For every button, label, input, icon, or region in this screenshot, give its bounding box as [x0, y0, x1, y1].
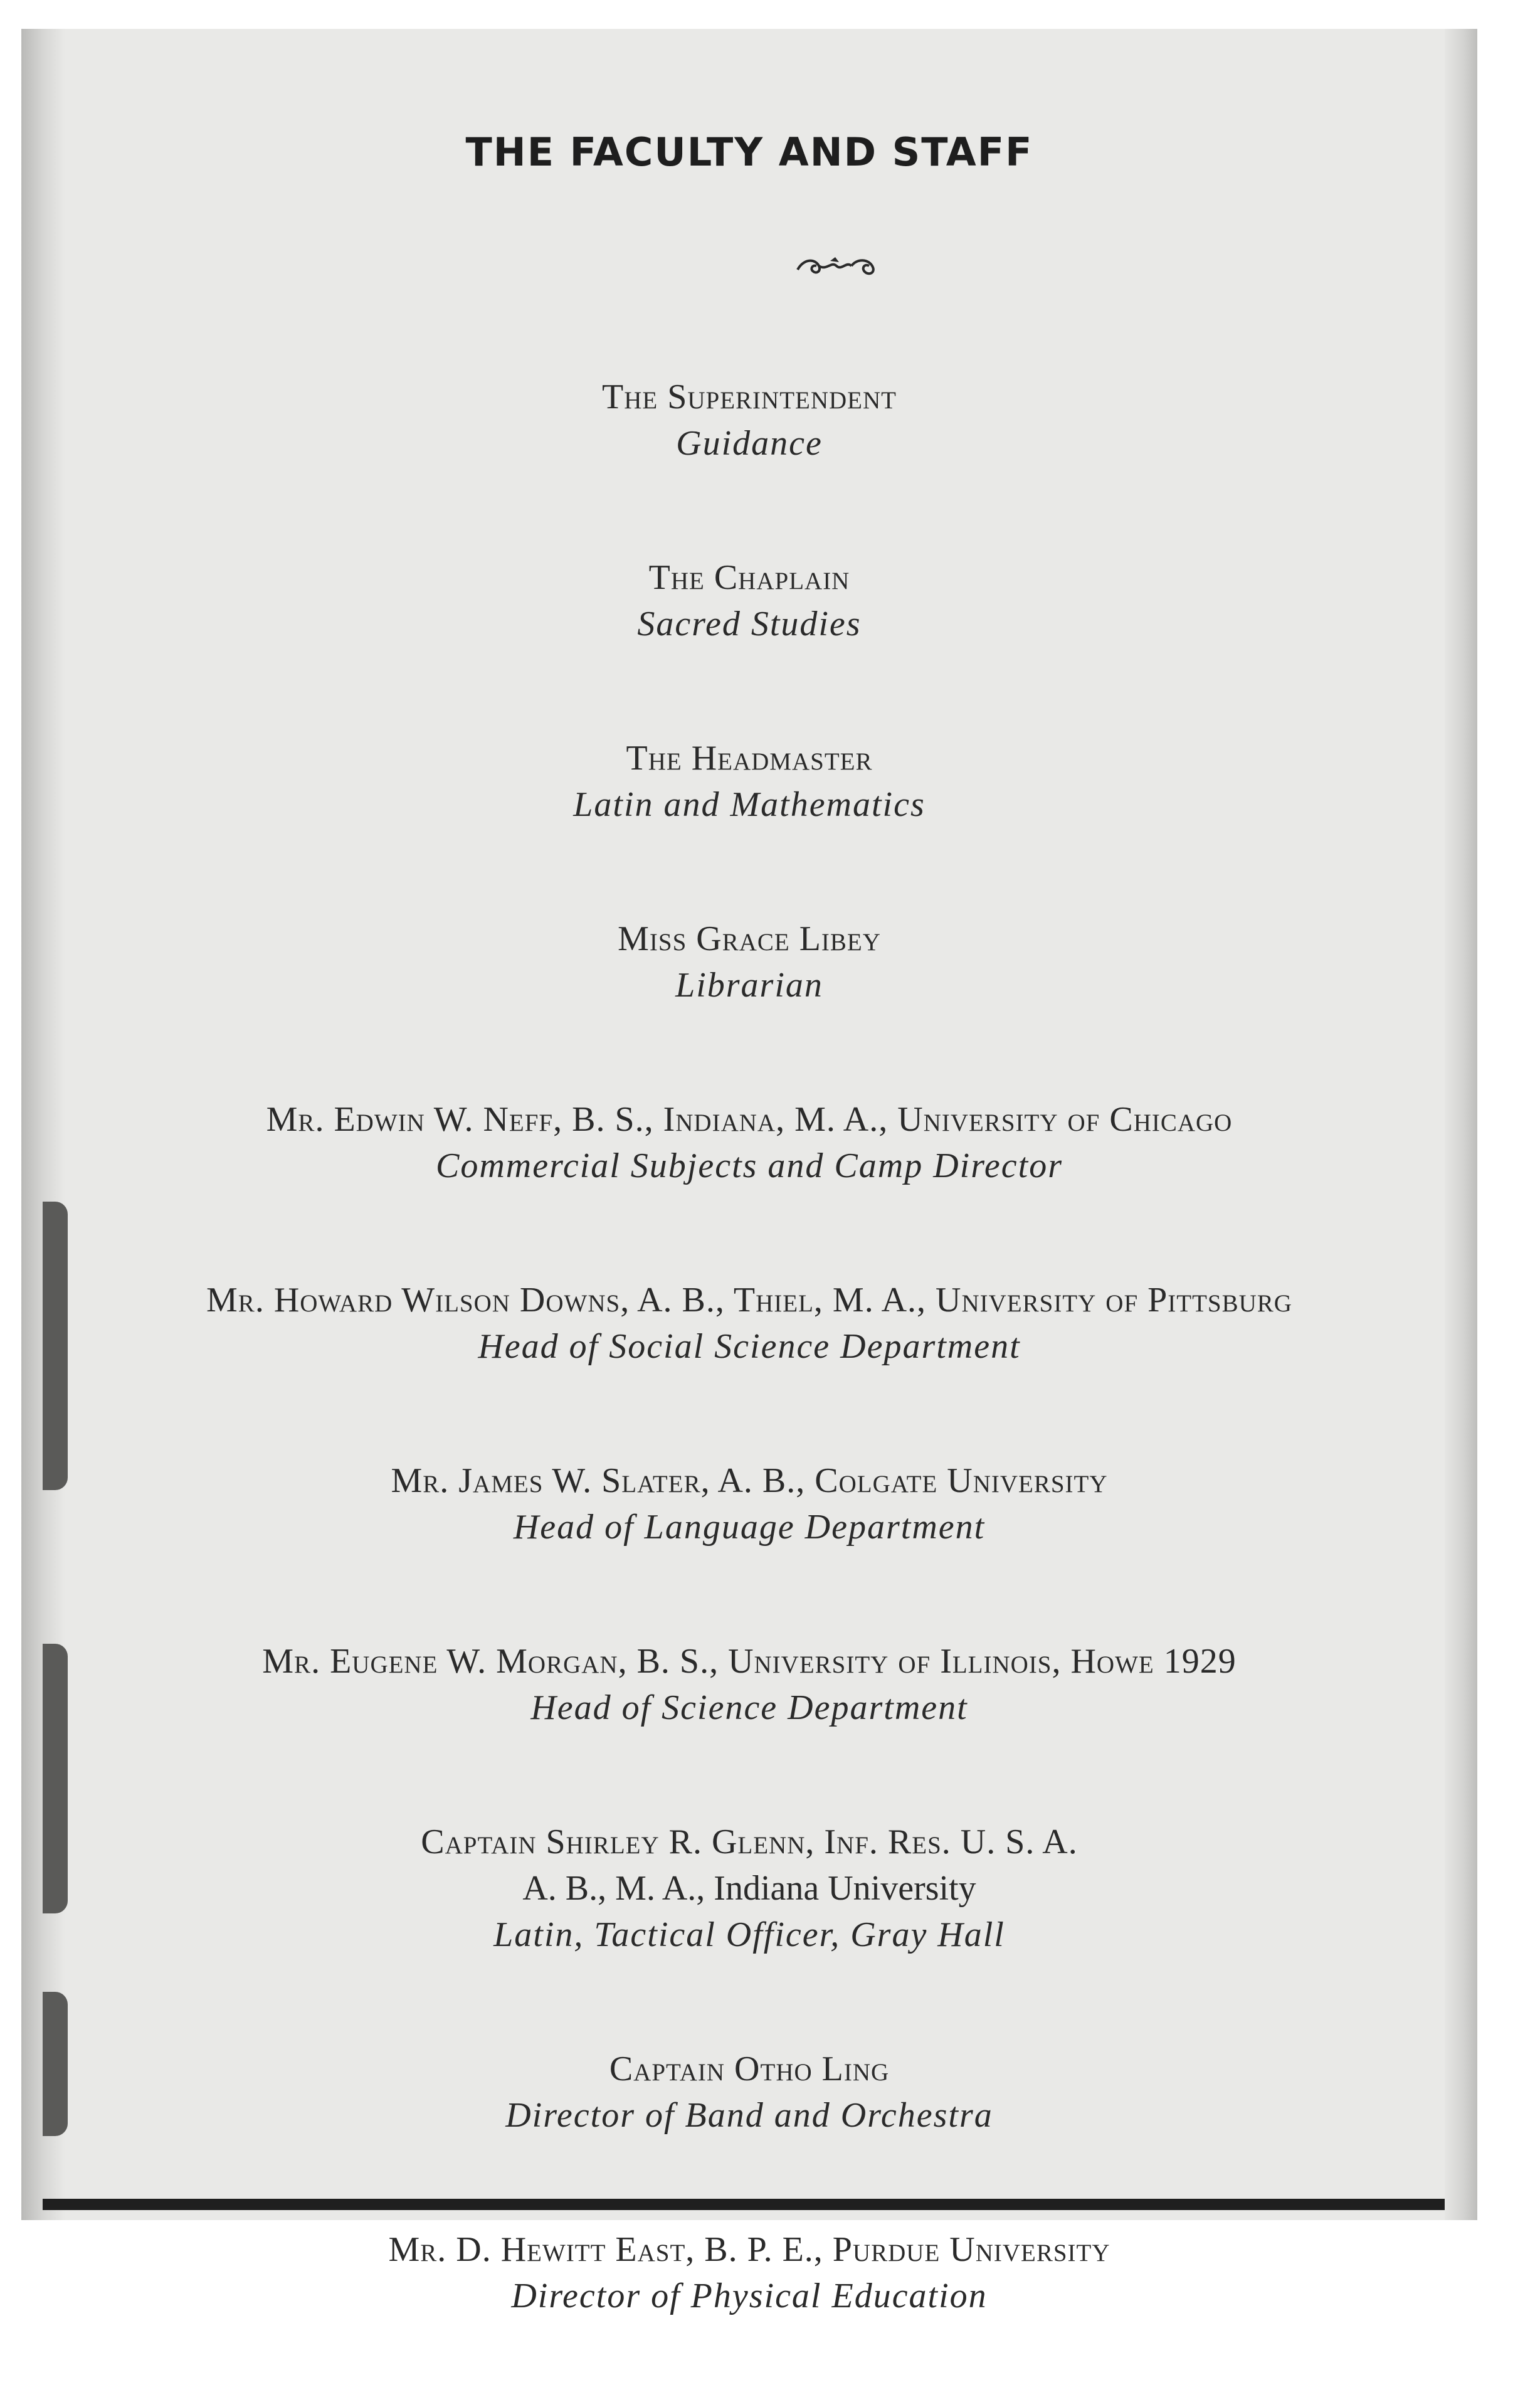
faculty-name: The Superintendent [602, 378, 897, 416]
page-title: THE FACULTY AND STAFF [465, 129, 1033, 175]
faculty-entry [84, 1277, 1415, 1370]
faculty-role: Librarian [675, 966, 823, 1005]
faculty-name: Mr. Eugene W. Morgan, B. S., University of Illinois, Howe 1929 [262, 1642, 1237, 1681]
faculty-role: Latin, Tactical Officer, Gray Hall [493, 1915, 1005, 1954]
faculty-list [21, 374, 1477, 2407]
faculty-entry [84, 1096, 1415, 1189]
faculty-name: Mr. Howard Wilson Downs, A. B., Thiel, M. A., University of Pittsburg [206, 1281, 1292, 1320]
scanned-page [21, 29, 1477, 2315]
faculty-degree: A. B., M. A., Indiana University [522, 1869, 976, 1908]
faculty-role: Head of Social Science Department [478, 1327, 1021, 1366]
faculty-role: Director of Band and Orchestra [505, 2096, 993, 2135]
faculty-name: The Headmaster [626, 739, 873, 778]
faculty-name: Miss Grace Libey [618, 919, 881, 958]
faculty-entry [84, 1819, 1415, 1958]
faculty-entry [84, 1638, 1415, 1731]
faculty-role: Head of Language Department [513, 1508, 986, 1547]
faculty-entry [84, 735, 1415, 828]
faculty-role: Head of Science Department [530, 1688, 968, 1727]
faculty-entry [84, 916, 1415, 1008]
faculty-role: Sacred Studies [637, 605, 862, 643]
faculty-role: Guidance [676, 424, 823, 463]
faculty-entry [84, 2226, 1415, 2319]
faculty-role: Director of Physical Education [511, 2277, 988, 2315]
faculty-name: Mr. D. Hewitt East, B. P. E., Purdue University [388, 2230, 1110, 2269]
faculty-name: The Chaplain [648, 558, 850, 597]
faculty-entry [84, 554, 1415, 647]
fleuron-ornament-icon [791, 252, 879, 281]
faculty-name: Captain Shirley R. Glenn, Inf. Res. U. S. A. [421, 1822, 1078, 1861]
faculty-entry [84, 1457, 1415, 1550]
faculty-name: Mr. Edwin W. Neff, B. S., Indiana, M. A., University of Chicago [266, 1100, 1233, 1139]
faculty-role: Commercial Subjects and Camp Director [436, 1146, 1063, 1185]
faculty-role: Latin and Mathematics [573, 785, 926, 824]
faculty-name: Mr. James W. Slater, A. B., Colgate University [391, 1461, 1108, 1500]
faculty-entry [84, 374, 1415, 467]
faculty-entry [84, 2046, 1415, 2139]
faculty-name: Captain Otho Ling [609, 2050, 890, 2088]
